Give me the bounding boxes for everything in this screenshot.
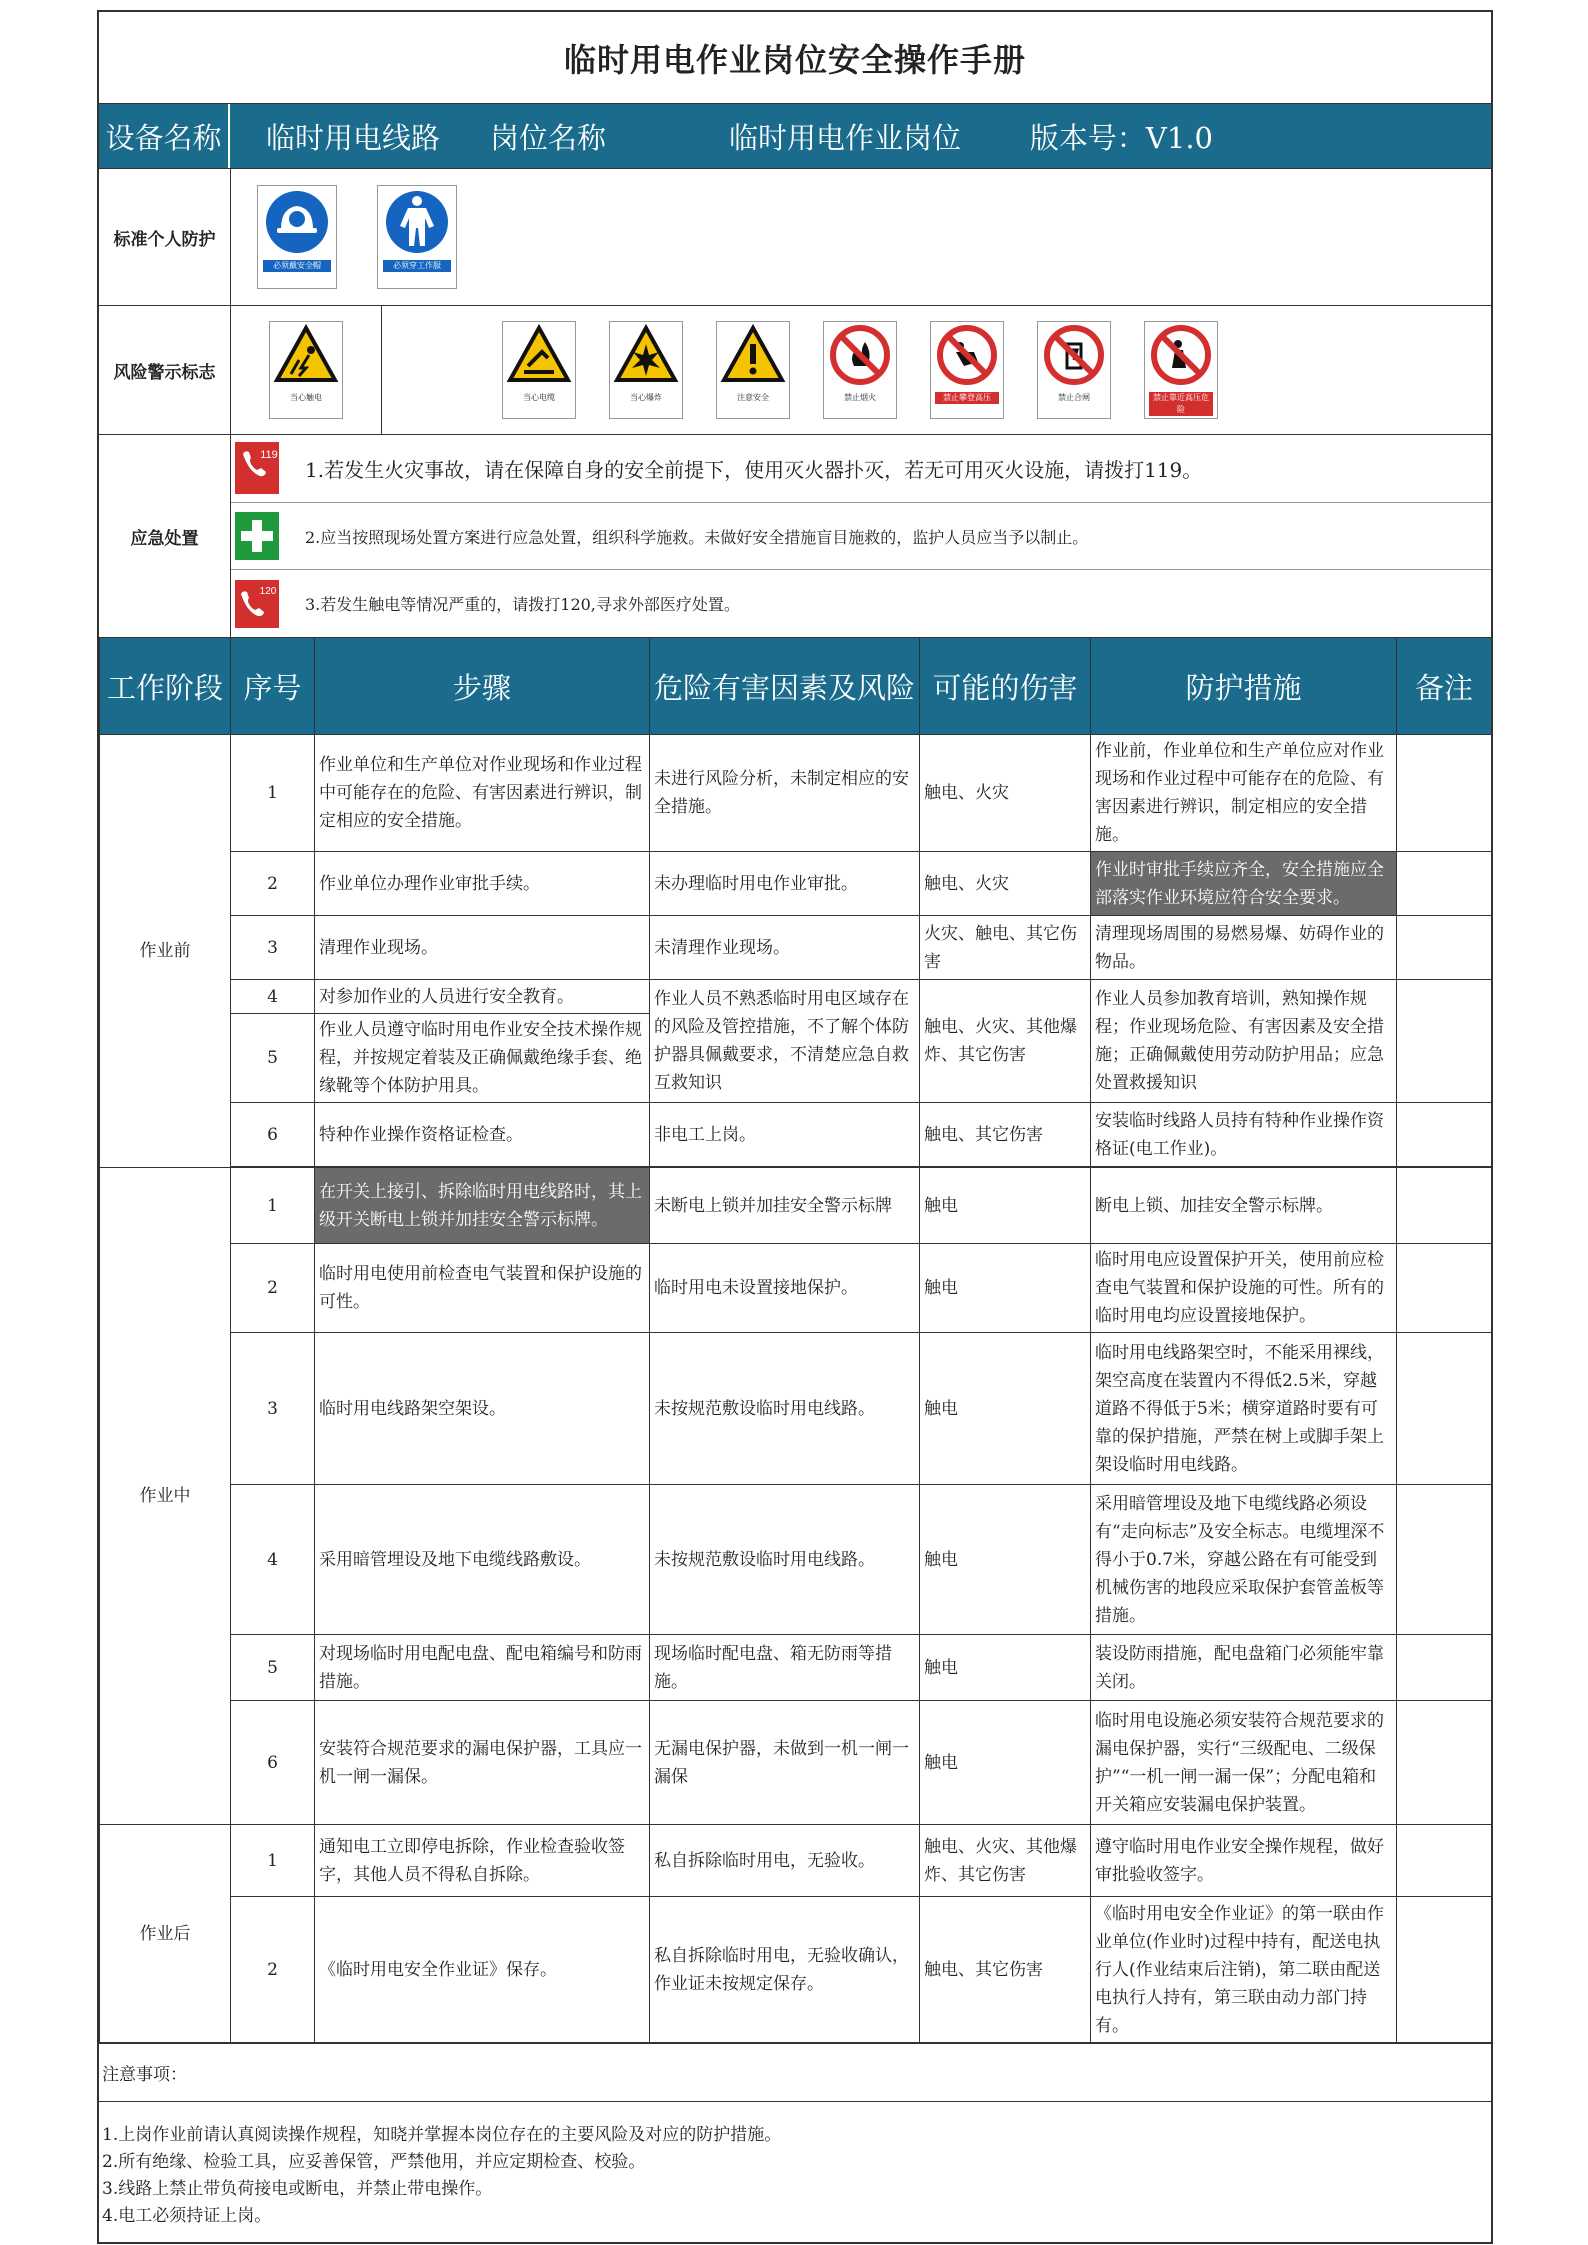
row-no: 2	[231, 1244, 315, 1333]
table-row	[100, 1485, 1492, 1635]
row-injury: 触电、其它伤害	[920, 1897, 1091, 2043]
row-remark	[1397, 852, 1492, 916]
row-injury: 触电	[920, 1701, 1091, 1825]
no-fire-sign	[823, 321, 897, 419]
row-step: 作业单位办理作业审批手续。	[315, 852, 650, 916]
ppe-section	[99, 168, 1491, 305]
row-step: 作业人员遵守临时用电作业安全技术操作规程，并按规定着装及正确佩戴绝缘手套、绝缘靴等个体防护用具。	[315, 1014, 650, 1103]
row-step: 通知电工立即停电拆除，作业检查验收签字，其他人员不得私自拆除。	[315, 1825, 650, 1897]
row-step: 在开关上接引、拆除临时用电线路时，其上级开关断电上锁并加挂安全警示标牌。	[315, 1168, 650, 1244]
no-switch-sign	[1037, 321, 1111, 419]
table-row	[100, 1825, 1492, 1897]
explosion-warning-caption: 当心爆炸	[629, 393, 662, 402]
electric-shock-warning-icon	[273, 322, 339, 388]
no-climbing-sign	[930, 321, 1004, 419]
row-remark	[1397, 1635, 1492, 1701]
row-injury: 触电	[920, 1333, 1091, 1485]
no-climbing-icon	[934, 322, 1000, 388]
header-bar	[99, 104, 1491, 168]
helmet-caption: 必须戴安全帽	[263, 260, 332, 272]
row-measure: 临时用电线路架空时，不能采用裸线，架空高度在装置内不得低2.5米，穿越道路不得低于5米；横穿道路时要有可靠的保护措施，严禁在树上或脚手架上架设临时用电线路。	[1091, 1333, 1397, 1485]
row-no: 1	[231, 735, 315, 852]
row-remark	[1397, 1168, 1492, 1244]
version-label: 版本号：V1.0	[1029, 120, 1213, 155]
caution-icon	[720, 322, 786, 388]
caution-caption: 注意安全	[736, 393, 769, 402]
caution-sign	[716, 321, 790, 419]
row-remark	[1397, 1897, 1492, 2043]
col-header-phase: 工作阶段	[100, 638, 231, 735]
col-header-step: 步骤	[315, 638, 650, 735]
row-injury: 触电	[920, 1635, 1091, 1701]
table-row	[100, 1103, 1492, 1167]
table-row	[100, 735, 1492, 852]
row-no: 1	[231, 1825, 315, 1897]
shock-warning-sign	[269, 321, 343, 419]
row-measure: 采用暗管埋设及地下电缆线路必须设有“走向标志”及安全标志。电缆埋深不得小于0.7米，穿越公路在有可能受到机械伤害的地段应采取保护套管盖板等措施。	[1091, 1485, 1397, 1635]
row-step: 清理作业现场。	[315, 916, 650, 980]
note-item: 2.所有绝缘、检验工具，应妥善保管，严禁他用，并应定期检查、校验。	[102, 2152, 646, 2172]
no-switch-on-icon	[1041, 322, 1107, 388]
workwear-caption: 必须穿工作服	[383, 260, 452, 272]
fire-119-icon	[235, 442, 279, 494]
row-injury: 触电、火灾、其他爆炸、其它伤害	[920, 1825, 1091, 1897]
row-remark	[1397, 735, 1492, 852]
table-row	[100, 980, 1492, 1014]
row-no: 5	[231, 1635, 315, 1701]
table-row	[100, 1897, 1492, 2043]
emergency-row-aid	[231, 503, 1491, 571]
row-remark	[1397, 980, 1492, 1103]
table-row	[100, 1168, 1492, 1244]
row-hazard: 非电工上岗。	[650, 1103, 920, 1167]
row-no: 5	[231, 1014, 315, 1103]
row-measure: 装设防雨措施，配电盘箱门必须能牢靠关闭。	[1091, 1635, 1397, 1701]
row-no: 2	[231, 1897, 315, 2043]
row-injury: 触电、火灾	[920, 735, 1091, 852]
helmet-sign	[257, 185, 337, 289]
row-hazard: 未进行风险分析，未制定相应的安全措施。	[650, 735, 920, 852]
table-row	[100, 852, 1492, 916]
row-no: 6	[231, 1103, 315, 1167]
row-step: 对现场临时用电配电盘、配电箱编号和防雨措施。	[315, 1635, 650, 1701]
page-title: 临时用电作业岗位安全操作手册	[99, 12, 1491, 104]
cable-warning-sign	[502, 321, 576, 419]
row-remark	[1397, 1333, 1492, 1485]
no-climbing-caption: 禁止攀登高压	[935, 392, 998, 404]
no-entry-sign	[1144, 321, 1218, 419]
equip-value: 临时用电线路	[265, 120, 440, 155]
row-measure: 清理现场周围的易燃易爆、妨碍作业的物品。	[1091, 916, 1397, 980]
notes-title: 注意事项：	[99, 2044, 1491, 2102]
explosion-warning-sign	[609, 321, 683, 419]
emergency-text-fire: 1.若发生火灾事故，请在保障自身的安全前提下，使用灭火器扑灭，若无可用灭火设施，请拨打119。	[305, 457, 1203, 482]
row-hazard: 未清理作业现场。	[650, 916, 920, 980]
col-header-measure: 防护措施	[1091, 638, 1397, 735]
row-injury: 触电	[920, 1168, 1091, 1244]
no-fire-caption: 禁止烟火	[843, 393, 876, 402]
notes-section	[99, 2043, 1491, 2242]
workwear-sign	[377, 185, 457, 289]
ambulance-120-badge: 120	[259, 585, 277, 597]
risk-label: 风险警示标志	[99, 306, 231, 434]
row-no: 6	[231, 1701, 315, 1825]
row-hazard: 无漏电保护器，未做到一机一闸一漏保	[650, 1701, 920, 1825]
row-step: 临时用电使用前检查电气装置和保护设施的可性。	[315, 1244, 650, 1333]
row-remark	[1397, 1244, 1492, 1333]
table-header-row	[100, 638, 1492, 735]
no-fire-icon	[827, 322, 893, 388]
row-injury: 火灾、触电、其它伤害	[920, 916, 1091, 980]
emergency-text-aid: 2.应当按照现场处置方案进行应急处置，组织科学施救。未做好安全措施盲目施救的，监护人员应当予以制止。	[305, 527, 1089, 547]
row-no: 2	[231, 852, 315, 916]
row-hazard: 作业人员不熟悉临时用电区域存在的风险及管控措施，不了解个体防护器具佩戴要求，不清楚应急自救互救知识	[650, 980, 920, 1103]
row-injury: 触电、火灾	[920, 852, 1091, 916]
risk-section	[99, 305, 1491, 434]
row-hazard: 未断电上锁并加挂安全警示标牌	[650, 1168, 920, 1244]
row-no: 3	[231, 1333, 315, 1485]
helmet-icon	[262, 186, 332, 256]
row-step: 采用暗管埋设及地下电缆线路敷设。	[315, 1485, 650, 1635]
row-remark	[1397, 1485, 1492, 1635]
post-value: 临时用电作业岗位	[728, 120, 961, 155]
row-remark	[1397, 916, 1492, 980]
emergency-row-fire	[231, 435, 1491, 503]
ppe-label: 标准个人防护	[99, 169, 231, 305]
explosion-warning-icon	[613, 322, 679, 388]
equip-label: 设备名称	[99, 104, 230, 168]
table-row	[100, 1333, 1492, 1485]
table-row	[100, 916, 1492, 980]
col-header-injury: 可能的伤害	[920, 638, 1091, 735]
row-step: 《临时用电安全作业证》保存。	[315, 1897, 650, 2043]
row-measure: 作业人员参加教育培训，熟知操作规程；作业现场危险、有害因素及安全措施；正确佩戴使用劳动防护用品；应急处置救援知识	[1091, 980, 1397, 1103]
row-injury: 触电、其它伤害	[920, 1103, 1091, 1167]
no-entry-high-voltage-icon	[1148, 322, 1214, 388]
manual-sheet	[97, 10, 1493, 2244]
procedure-table	[99, 637, 1492, 2043]
table-row	[100, 1244, 1492, 1333]
row-measure: 作业时审批手续应齐全，安全措施应全部落实作业环境应符合安全要求。	[1091, 852, 1397, 916]
row-injury: 触电	[920, 1244, 1091, 1333]
row-hazard: 未办理临时用电作业审批。	[650, 852, 920, 916]
col-header-no: 序号	[231, 638, 315, 735]
phase-cell: 作业前	[100, 735, 231, 1168]
ambulance-120-icon	[235, 578, 279, 630]
workwear-icon	[382, 186, 452, 256]
row-injury: 触电	[920, 1485, 1091, 1635]
row-remark	[1397, 1825, 1492, 1897]
emergency-text-ambulance: 3.若发生触电等情况严重的，请拨打120,寻求外部医疗处置。	[305, 595, 740, 615]
note-item: 3.线路上禁止带负荷接电或断电，并禁止带电操作。	[102, 2179, 493, 2199]
row-hazard: 临时用电未设置接地保护。	[650, 1244, 920, 1333]
electric-shock-warning-icon	[506, 322, 572, 388]
row-measure: 临时用电设施必须安装符合规范要求的漏电保护器，实行“三级配电、二级保护”“一机一闸一漏一保”；分配电箱和开关箱应安装漏电保护装置。	[1091, 1701, 1397, 1825]
emergency-label: 应急处置	[99, 435, 231, 637]
row-measure: 临时用电应设置保护开关，使用前应检查电气装置和保护设施的可性。所有的临时用电均应设置接地保护。	[1091, 1244, 1397, 1333]
row-no: 4	[231, 980, 315, 1014]
row-step: 安装符合规范要求的漏电保护器，工具应一机一闸一漏保。	[315, 1701, 650, 1825]
row-step: 特种作业操作资格证检查。	[315, 1103, 650, 1167]
row-measure: 断电上锁、加挂安全警示标牌。	[1091, 1168, 1397, 1244]
first-aid-icon	[235, 510, 279, 562]
row-no: 1	[231, 1168, 315, 1244]
phase-cell: 作业中	[100, 1168, 231, 1825]
row-remark	[1397, 1701, 1492, 1825]
row-measure: 安装临时线路人员持有特种作业操作资格证(电工作业)。	[1091, 1103, 1397, 1167]
col-header-hazard: 危险有害因素及风险	[650, 638, 920, 735]
cable-warning-caption: 当心电缆	[522, 393, 555, 402]
shock-warning-caption: 当心触电	[289, 393, 322, 402]
row-hazard: 私自拆除临时用电，无验收确认，作业证未按规定保存。	[650, 1897, 920, 2043]
phase-cell: 作业后	[100, 1825, 231, 2043]
table-row	[100, 1635, 1492, 1701]
row-step: 作业单位和生产单位对作业现场和作业过程中可能存在的危险、有害因素进行辨识，制定相应的安全措施。	[315, 735, 650, 852]
emergency-row-ambulance	[231, 570, 1491, 637]
row-hazard: 未按规范敷设临时用电线路。	[650, 1333, 920, 1485]
row-step: 临时用电线路架空架设。	[315, 1333, 650, 1485]
row-hazard: 未按规范敷设临时用电线路。	[650, 1485, 920, 1635]
row-step: 对参加作业的人员进行安全教育。	[315, 980, 650, 1014]
row-no: 3	[231, 916, 315, 980]
row-measure: 作业前，作业单位和生产单位应对作业现场和作业过程中可能存在的危险、有害因素进行辨识，制定相应的安全措施。	[1091, 735, 1397, 852]
no-switch-caption: 禁止合闸	[1057, 393, 1090, 402]
row-injury: 触电、火灾、其他爆炸、其它伤害	[920, 980, 1091, 1103]
no-entry-caption: 禁止靠近高压危险	[1149, 392, 1212, 416]
row-measure: 《临时用电安全作业证》的第一联由作业单位(作业时)过程中持有，配送电执行人(作业结束后注销)，第二联由配送电执行人持有，第三联由动力部门持有。	[1091, 1897, 1397, 2043]
row-measure: 遵守临时用电作业安全操作规程，做好审批验收签字。	[1091, 1825, 1397, 1897]
row-hazard: 现场临时配电盘、箱无防雨等措施。	[650, 1635, 920, 1701]
row-no: 4	[231, 1485, 315, 1635]
note-item: 1.上岗作业前请认真阅读操作规程，知晓并掌握本岗位存在的主要风险及对应的防护措施。	[102, 2125, 782, 2145]
note-item: 4.电工必须持证上岗。	[102, 2206, 272, 2226]
emergency-section	[99, 434, 1491, 637]
row-remark	[1397, 1103, 1492, 1167]
table-row	[100, 1701, 1492, 1825]
row-hazard: 私自拆除临时用电，无验收。	[650, 1825, 920, 1897]
post-label: 岗位名称	[489, 120, 606, 155]
fire-119-badge: 119	[260, 449, 278, 462]
col-header-remark: 备注	[1397, 638, 1492, 735]
